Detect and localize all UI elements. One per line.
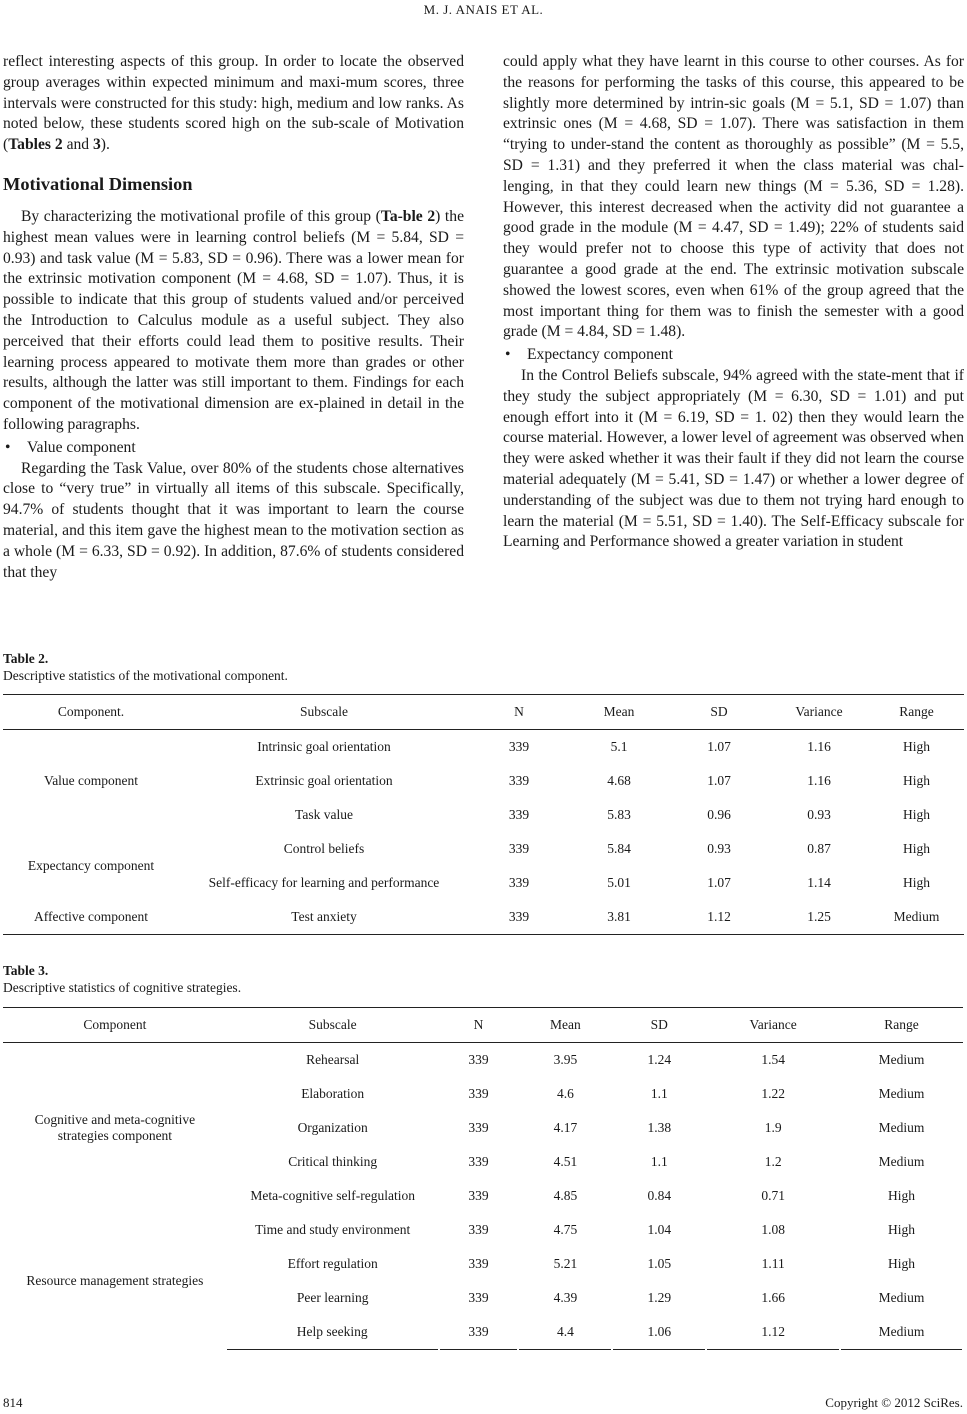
paragraph: reflect interesting aspects of this group. In order to locate the observed group averages within expected minimum and maxi-mum scores, three intervals were constructed for this study: high, medium and low ranks. As noted below, these students scored high on the sub-scale of Motivation (Tables 2 and 3).	[3, 53, 464, 154]
paragraph: In the Control Beliefs subscale, 94% agreed with the state-ment that if they study the subject appropriately (M = 6.30, SD = 1.01) and put enough effort into it (M = 6.19, SD = 1. 02) then they would learn the course material. However, a lower level of agreement was observed when they were asked whether it was their fault if they did not learn the course material adequately (M = 5.41, SD = 1.47) or whether a lower degree of understanding of the subject was due to them not trying hard enough to learn the material (M = 5.51, SD = 1.40). The Self-Efficacy subscale for Learning and Performance showed a greater variation in student	[503, 366, 964, 551]
table-cell: Medium	[878, 1086, 925, 1101]
table-cell: 0.87	[807, 841, 831, 856]
table-cell: 339	[508, 841, 530, 856]
table-cell: Peer learning	[296, 1290, 369, 1305]
paragraph: Regarding the Task Value, over 80% of the students chose alternatives close to “very true” in virtually all items of this subscale. Specifically, 94.7% of students thought that it was important to learn the course material, and this item gave the highest mean to the motivation section as a whole (M = 6.33, SD = 0.92). In addition, 87.6% of students considered that they	[3, 459, 464, 581]
group-cell: Affective component	[33, 909, 149, 924]
table-cell: 0.93	[707, 841, 731, 856]
table3-caption	[3, 962, 241, 996]
table3	[3, 1007, 964, 1350]
table-label: Table 2.	[3, 651, 49, 666]
table-cell: Elaboration	[301, 1086, 365, 1101]
copyright-notice: Copyright © 2012 SciRes.	[825, 1395, 963, 1410]
table-cell: 1.66	[761, 1290, 785, 1305]
bullet-item: • Value component	[3, 438, 464, 459]
column-header: Component	[3, 1008, 227, 1043]
table-cell: 1.12	[706, 1315, 840, 1350]
table-cell: 1.07	[707, 773, 731, 788]
table-cell: 5.84	[607, 841, 631, 856]
table-cell: 1.1	[650, 1086, 668, 1101]
table-header-row	[3, 695, 964, 730]
table-row	[3, 730, 964, 765]
table-row	[3, 832, 964, 866]
column-header: Range	[869, 695, 964, 730]
table-cell: 4.4	[518, 1315, 612, 1350]
table-cell: Extrinsic goal orientation	[255, 773, 393, 788]
table2-caption	[3, 650, 288, 684]
column-header: Variance	[706, 1008, 840, 1043]
table-cell: 339	[439, 1315, 519, 1350]
table-cell: 1.04	[647, 1222, 672, 1237]
table-cell: 339	[468, 1188, 489, 1203]
column-header: Mean	[569, 695, 669, 730]
table-cell: 5.1	[610, 739, 628, 754]
table-cell: 339	[468, 1290, 489, 1305]
table-cell: 1.2	[764, 1154, 782, 1169]
table-cell: 339	[468, 1052, 489, 1067]
table-cell: Time and study environment	[255, 1222, 411, 1237]
table-cell: 4.75	[553, 1222, 578, 1237]
bullet-icon: •	[5, 438, 11, 456]
group-cell: Value component	[43, 773, 139, 788]
table-cell: 1.24	[647, 1052, 672, 1067]
running-header: M. J. ANAIS ET AL.	[423, 2, 544, 17]
column-header: Subscale	[179, 695, 469, 730]
table-cell: High	[903, 841, 930, 856]
table-cell: Self-efficacy for learning and performance	[208, 875, 440, 890]
paragraph: could apply what they have learnt in this course to other courses. As for the reasons for performing the tasks of this course, this appeared to be slightly more determined by intrin-sic goals (M = 5.1, SD = 1.07) than extrinsic ones (M = 4.68, SD = 1.07). There was satisfaction in them “trying to under-stand the content as thoroughly as possible” (M = 5.5, SD = 1.31) and they preferred it when the class material was chal-lenging, in that they could learn new things (M = 5.36, SD = 1.28). However, this interest decreased when the activity did not guarantee a good grade in the module (M = 4.47, SD = 1.49); 22% of students said they would prefer not to choose this type of activity that does not guarantee a good grade at the end. The extrinsic motivation subscale showed the lowest scores, even when 61% of the group agreed that the most important thing for them was to finish the semester with a good grade (M = 4.84, SD = 1.48).	[503, 53, 964, 341]
table-cell: Test anxiety	[291, 909, 357, 924]
table-cell: 339	[508, 875, 530, 890]
table-cell: 4.68	[607, 773, 631, 788]
table-cell: High	[903, 773, 930, 788]
table-cell: 0.71	[761, 1188, 785, 1203]
table-cell: 339	[468, 1120, 489, 1135]
table-cell: 4.85	[553, 1188, 578, 1203]
table-cell: 339	[508, 807, 530, 822]
table-cell: 5.01	[607, 875, 631, 890]
table-reference[interactable]: 3	[92, 136, 101, 154]
table-cell: 4.6	[556, 1086, 574, 1101]
table-cell: 339	[468, 1154, 489, 1169]
table-cell: Medium	[878, 1052, 925, 1067]
table-cell: 1.11	[761, 1256, 785, 1271]
table-row	[3, 1213, 963, 1247]
table-caption-text: Descriptive statistics of cognitive strategies.	[3, 980, 242, 995]
table-cell: 1.22	[761, 1086, 785, 1101]
table-cell: Help seeking	[227, 1315, 439, 1350]
paragraph: By characterizing the motivational profile of this group (Ta-ble 2) the highest mean values were in learning control beliefs (M = 5.84, SD = 0.93) and task value (M = 5.83, SD = 0.96). There was a lower mean for the extrinsic motivation component (M = 4.68, SD = 1.07). Thus, it is possible to indicate that this group of students valued and/or perceived the Introduction to Calculus module as a useful subject. They also perceived that their efforts could lead them to positive results. Their learning process appeared to motivate them more than grades or other results, although the latter was still important to them. Findings for each component of the motivational dimension are ex-plained in detail in the following paragraphs.	[3, 207, 464, 433]
table-cell: 1.14	[807, 875, 831, 890]
table-cell: 3.95	[553, 1052, 578, 1067]
table-cell: 1.06	[612, 1315, 706, 1350]
table-cell: 1.16	[807, 739, 831, 754]
table-reference[interactable]: Tables 2	[8, 136, 63, 154]
table-cell: High	[903, 875, 930, 890]
table-cell: Medium	[878, 1290, 925, 1305]
table-cell: 5.21	[553, 1256, 578, 1271]
table-label: Table 3.	[3, 963, 49, 978]
table-cell: 4.51	[553, 1154, 578, 1169]
table-cell: Critical thinking	[288, 1154, 378, 1169]
column-header: SD	[669, 695, 769, 730]
table-header-row	[3, 1008, 963, 1043]
table-cell: 339	[468, 1086, 489, 1101]
bullet-icon: •	[505, 346, 511, 364]
table-cell: Effort regulation	[287, 1256, 378, 1271]
table-reference[interactable]: Ta-ble 2	[380, 207, 436, 225]
table-cell: High	[888, 1188, 916, 1203]
table-cell: High	[888, 1222, 916, 1237]
table-cell: 5.83	[607, 807, 631, 822]
table-cell: High	[903, 739, 930, 754]
table-cell: 339	[508, 739, 530, 754]
column-header: N	[439, 1008, 519, 1043]
table-cell: Meta-cognitive self-regulation	[250, 1188, 415, 1203]
table-cell: 1.29	[647, 1290, 672, 1305]
table-cell: 1.38	[647, 1120, 672, 1135]
column-header: Subscale	[227, 1008, 439, 1043]
table-cell: High	[903, 807, 930, 822]
table-cell: 1.07	[707, 875, 731, 890]
table-cell: 1.08	[761, 1222, 785, 1237]
bullet-item: • Expectancy component	[503, 345, 964, 366]
table-cell: 1.05	[647, 1256, 672, 1271]
table-cell: 1.07	[707, 739, 731, 754]
table-cell: Medium	[878, 1154, 925, 1169]
table-cell: 339	[468, 1222, 489, 1237]
right-column	[503, 52, 964, 553]
table-cell: Medium	[893, 909, 940, 924]
table-cell: 0.93	[807, 807, 831, 822]
table-cell: 1.1	[650, 1154, 668, 1169]
table-cell: 1.16	[807, 773, 831, 788]
table-cell: 4.17	[553, 1120, 578, 1135]
column-header: Mean	[518, 1008, 612, 1043]
table-cell: 1.12	[707, 909, 731, 924]
table-cell: 3.81	[607, 909, 631, 924]
table-cell: 1.54	[761, 1052, 785, 1067]
table-cell: 339	[468, 1256, 489, 1271]
table-cell: 1.9	[764, 1120, 782, 1135]
page-number: 814	[3, 1395, 23, 1410]
table-cell: 4.39	[553, 1290, 578, 1305]
table-row	[3, 1043, 963, 1078]
table-cell: Intrinsic goal orientation	[257, 739, 391, 754]
table-cell: Organization	[297, 1120, 368, 1135]
table-cell: 339	[508, 773, 530, 788]
left-column	[3, 52, 464, 583]
column-header: SD	[612, 1008, 706, 1043]
table-cell: 339	[508, 909, 530, 924]
table-cell: Task value	[295, 807, 353, 822]
group-cell: Cognitive and meta-cognitive strategies component	[34, 1112, 196, 1143]
section-heading: Motivational Dimension	[3, 173, 193, 194]
table-cell: 0.84	[647, 1188, 672, 1203]
table-cell: High	[888, 1256, 916, 1271]
table-cell: Medium	[840, 1315, 963, 1350]
group-cell: Expectancy component	[27, 858, 155, 873]
table-cell: Rehearsal	[306, 1052, 360, 1067]
table-cell: 0.96	[707, 807, 731, 822]
column-header: Variance	[769, 695, 869, 730]
column-header: Component.	[3, 695, 179, 730]
table-cell: Control beliefs	[283, 841, 365, 856]
table-caption-text: Descriptive statistics of the motivational component.	[3, 668, 288, 683]
table-row	[3, 900, 964, 935]
group-cell: Resource management strategies	[26, 1273, 204, 1289]
table-cell: Medium	[878, 1120, 925, 1135]
table2	[3, 694, 964, 935]
column-header: N	[469, 695, 569, 730]
column-header: Range	[840, 1008, 963, 1043]
table-cell: 1.25	[807, 909, 831, 924]
